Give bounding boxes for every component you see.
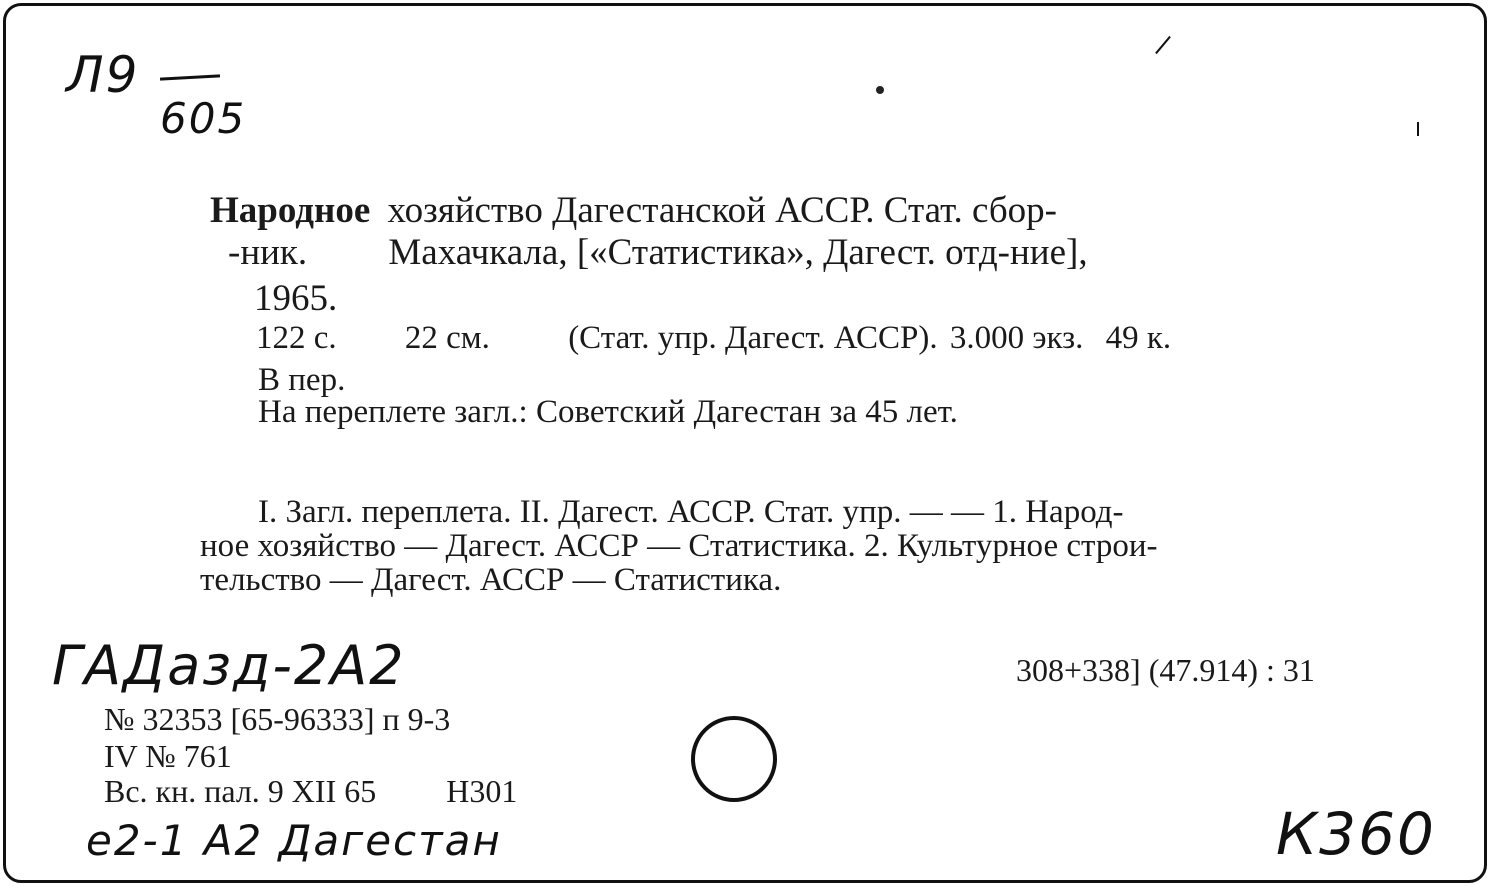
title-lead: Народное xyxy=(210,190,371,231)
title-rest: хозяйство Дагестанской АССР. Стат. сбор- xyxy=(387,190,1057,231)
handwritten-note-bottom: е2-1 А2 Дагестан xyxy=(86,816,502,865)
handwritten-corner-code: К360 xyxy=(1276,800,1436,868)
imprint-line xyxy=(228,234,1088,271)
chamber-date: Вс. кн. пал. 9 XII 65 xyxy=(104,773,377,809)
subjects-line-2: ное хозяйство — Дагест. АССР — Статистика. 2. Культурное строи- xyxy=(200,528,1158,564)
pen-tick-right xyxy=(1417,122,1419,136)
size: 22 см. xyxy=(404,320,490,356)
shelf-mark-top: Л9 xyxy=(66,46,140,104)
copies: 3.000 экз. xyxy=(949,320,1084,356)
punch-hole-circle xyxy=(691,716,777,802)
cover-title: На переплете загл.: Советский Дагестан за 45 лет. xyxy=(258,394,958,430)
title-line xyxy=(210,192,1057,229)
physical-line xyxy=(256,322,1171,355)
index-number: IV № 761 xyxy=(104,738,232,774)
dot-mark xyxy=(876,86,884,94)
binding: В пер. xyxy=(258,362,346,398)
subjects-line-3: тельство — Дагест. АССР — Статистика. xyxy=(200,562,782,598)
chamber-code: Н301 xyxy=(446,773,518,809)
line2-a: -ник. xyxy=(228,232,308,273)
year: 1965. xyxy=(254,278,338,319)
classification: 308+338] (47.914) : 31 xyxy=(1016,652,1315,688)
series: (Стат. упр. Дагест. АССР). xyxy=(568,320,938,356)
pages: 122 с. xyxy=(256,320,337,356)
handwritten-note-mid: ГАДазд-2А2 xyxy=(52,634,406,697)
chamber-line xyxy=(104,775,517,807)
line2-b: Махачкала, [«Статистика», Дагест. отд-ние], xyxy=(388,232,1088,273)
price: 49 к. xyxy=(1105,320,1172,356)
record-number: № 32353 [65-96333] п 9-3 xyxy=(104,701,451,737)
subjects-line-1: I. Загл. переплета. II. Дагест. АССР. Стат. упр. — — 1. Народ- xyxy=(258,494,1124,530)
shelf-mark-bottom: 605 xyxy=(160,94,247,143)
